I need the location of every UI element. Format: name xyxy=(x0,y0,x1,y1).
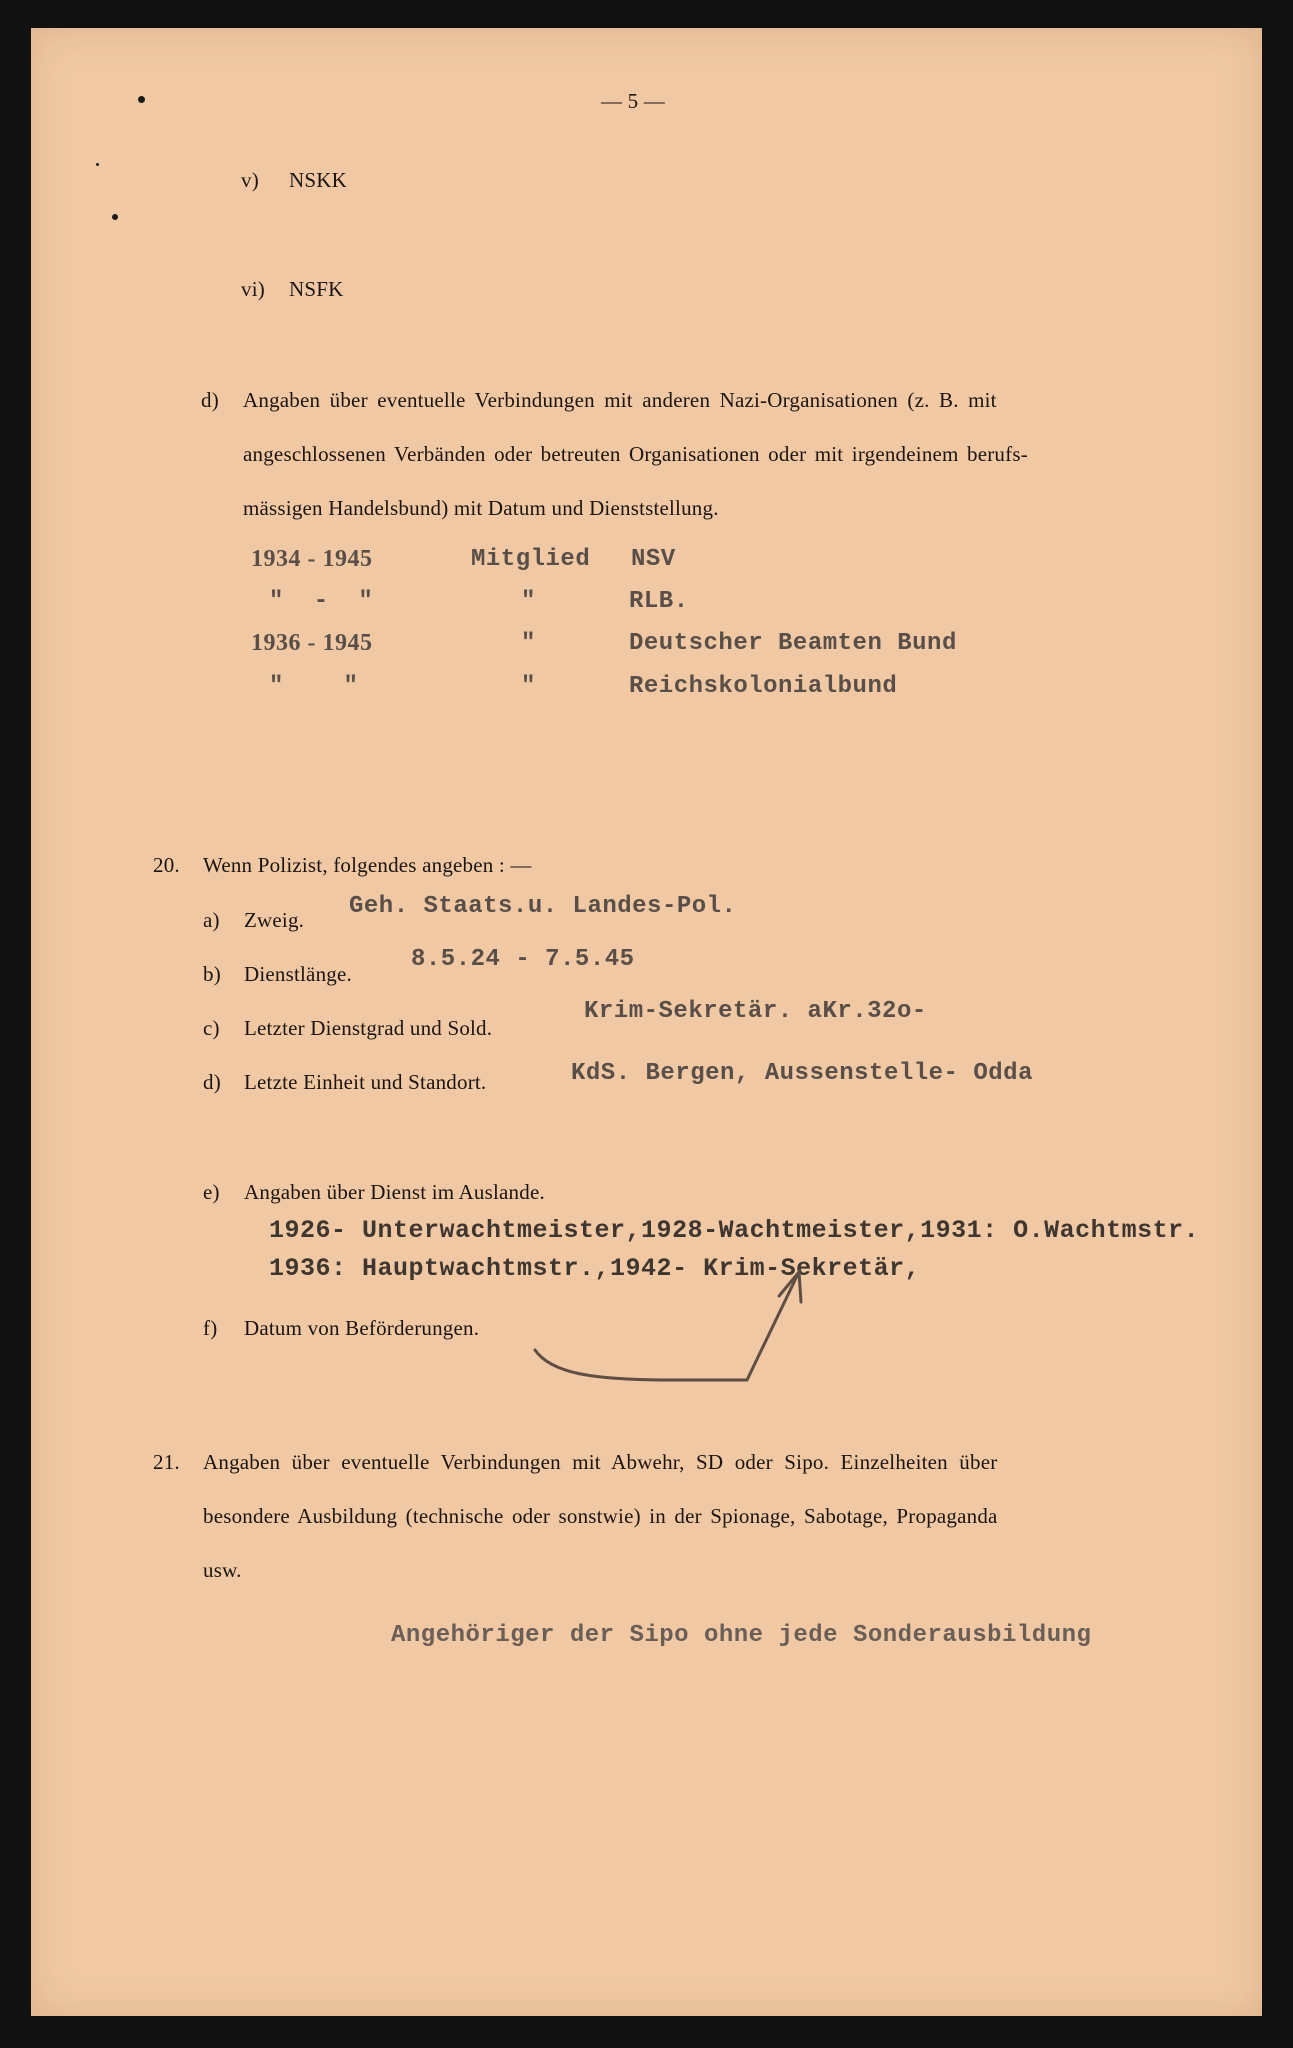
field-answer: 1936: Hauptwachtmstr.,1942- Krim-Sekretär, xyxy=(269,1254,921,1283)
typed-years: 1936 - 1945 xyxy=(251,630,373,656)
field-text: Angaben über Dienst im Auslande. xyxy=(244,1180,545,1204)
field-answer: 1926- Unterwachtmeister,1928-Wachtmeister,1931: O.Wachtmstr. xyxy=(269,1216,1200,1245)
typed-years: " " xyxy=(269,673,359,700)
handwritten-arrow xyxy=(31,28,1262,2016)
typed-role: " xyxy=(521,630,536,657)
field-label: b) xyxy=(203,962,221,986)
typed-years: 1934 - 1945 xyxy=(251,546,373,572)
field-label: f) xyxy=(203,1316,218,1340)
field-text: Datum von Beförderungen. xyxy=(244,1316,480,1340)
item-label: v) xyxy=(241,168,259,192)
item-text: NSFK xyxy=(289,277,344,301)
typed-org: RLB. xyxy=(629,588,689,615)
field-label: e) xyxy=(203,1180,220,1204)
field-label: c) xyxy=(203,1016,220,1040)
field-text: Zweig. xyxy=(244,908,305,932)
item-label: vi) xyxy=(241,277,265,301)
field-answer: Angehöriger der Sipo ohne jede Sonderausbildung xyxy=(391,1622,1092,1649)
question-number: 21. xyxy=(153,1450,180,1474)
item-text: NSKK xyxy=(289,168,347,192)
typed-role: " xyxy=(521,588,536,615)
field-answer: Krim-Sekretär. aKr.32o- xyxy=(584,998,927,1025)
section-line: Angaben über eventuelle Verbindungen mit anderen Nazi-Organisationen (z. B. mit xyxy=(243,388,997,412)
field-text: Letzte Einheit und Standort. xyxy=(244,1070,487,1094)
section-line: angeschlossenen Verbänden oder betreuten Organisationen oder mit irgendeinem berufs- xyxy=(243,442,1028,466)
typed-org: Deutscher Beamten Bund xyxy=(629,630,957,657)
typed-org: NSV xyxy=(631,546,676,573)
question-line: besondere Ausbildung (technische oder sonstwie) in der Spionage, Sabotage, Propaganda xyxy=(203,1504,998,1528)
question-number: 20. xyxy=(153,853,180,877)
field-answer: 8.5.24 - 7.5.45 xyxy=(411,946,635,973)
question-heading: Wenn Polizist, folgendes angeben : — xyxy=(203,853,532,877)
section-line: mässigen Handelsbund) mit Datum und Dienststellung. xyxy=(243,496,719,520)
page-number: — 5 — xyxy=(601,89,665,113)
field-answer: KdS. Bergen, Aussenstelle- Odda xyxy=(571,1060,1033,1087)
typed-years: " - " xyxy=(269,588,374,615)
typed-org: Reichskolonialbund xyxy=(629,673,898,700)
field-text: Dienstlänge. xyxy=(244,962,352,986)
typed-role: Mitglied xyxy=(471,546,591,573)
field-label: a) xyxy=(203,908,220,932)
question-line: Angaben über eventuelle Verbindungen mit Abwehr, SD oder Sipo. Einzelheiten über xyxy=(203,1450,998,1474)
document-page xyxy=(31,28,1262,2016)
field-label: d) xyxy=(203,1070,221,1094)
section-label: d) xyxy=(201,388,219,412)
field-text: Letzter Dienstgrad und Sold. xyxy=(244,1016,493,1040)
typed-role: " xyxy=(521,673,536,700)
question-line: usw. xyxy=(203,1558,242,1582)
field-answer: Geh. Staats.u. Landes-Pol. xyxy=(349,893,737,920)
